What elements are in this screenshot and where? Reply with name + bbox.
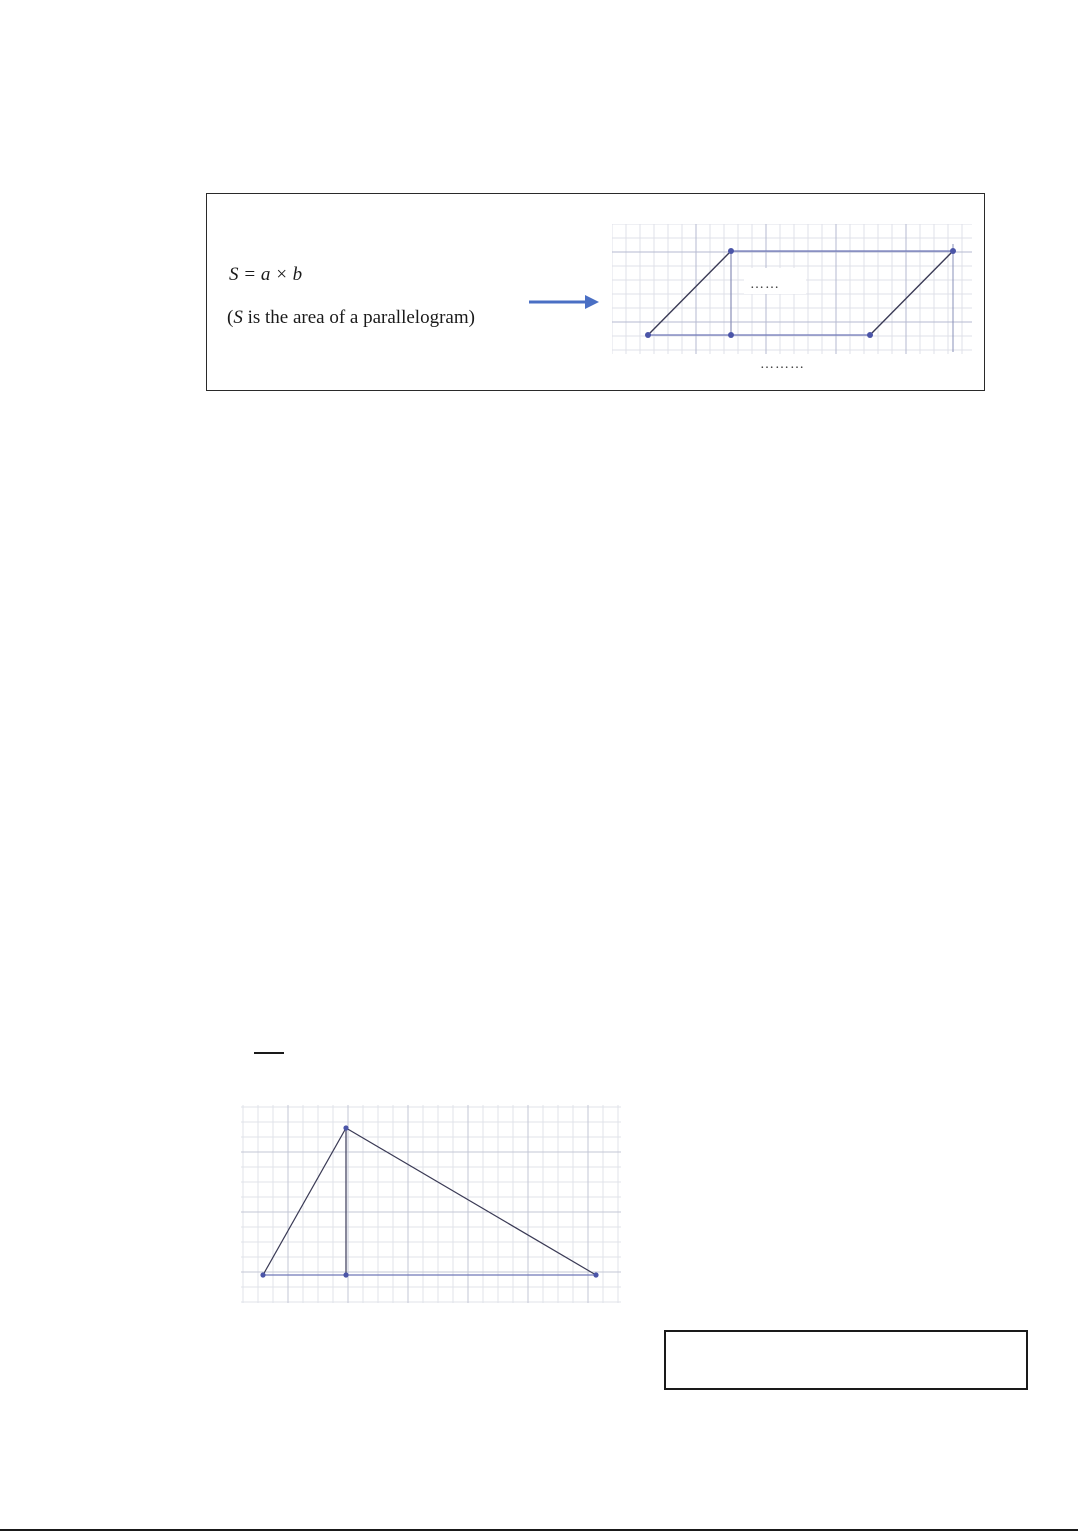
- point-top-right: [950, 248, 956, 254]
- triangle-left-side: [263, 1128, 346, 1275]
- parallelogram-figure-box: [206, 193, 985, 391]
- triangle-right-point: [593, 1272, 598, 1277]
- note-open-paren: (: [227, 307, 234, 328]
- point-bottom-right: [867, 332, 873, 338]
- area-formula: S = a × b: [229, 264, 303, 285]
- right-arrow-icon: [527, 292, 603, 312]
- triangle-grid-lines: [241, 1105, 621, 1303]
- formula-note: [227, 307, 475, 329]
- note-variable: S: [233, 307, 243, 328]
- point-top-left: [728, 248, 734, 254]
- bottom-rule: [0, 1529, 1078, 1531]
- inner-dots: ……: [750, 277, 780, 292]
- triangle-apex-point: [343, 1125, 348, 1130]
- triangle-diagram: [241, 1105, 621, 1303]
- triangle-foot-point: [343, 1272, 348, 1277]
- bottom-dots: ………: [760, 357, 805, 372]
- blank-underline: [254, 1052, 284, 1054]
- parallelogram-diagram: [612, 224, 972, 374]
- point-bottom-left: [645, 332, 651, 338]
- note-text: is the area of a parallelogram): [242, 307, 475, 328]
- point-foot: [728, 332, 734, 338]
- answer-box[interactable]: [664, 1330, 1028, 1390]
- triangle-left-point: [260, 1272, 265, 1277]
